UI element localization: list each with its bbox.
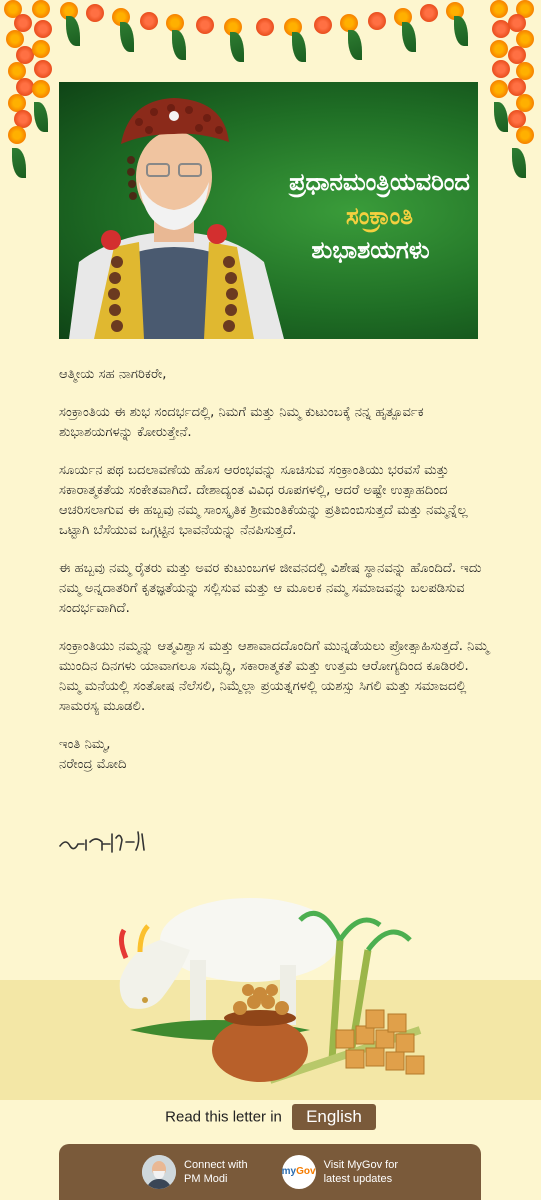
letter-body <box>59 365 491 775</box>
mygov-logo-icon: my Gov <box>282 1155 316 1189</box>
banner-title <box>287 168 472 264</box>
sankranti-illustration <box>100 880 440 1090</box>
sender-name: ನರೇಂದ್ರ ಮೋದಿ <box>59 757 127 772</box>
banner-line-1: ಪ್ರಧಾನಮಂತ್ರಿಯವರಿಂದ <box>289 168 470 196</box>
connect-pm-modi-link[interactable] <box>142 1155 248 1189</box>
connect-line-1: Connect with <box>184 1159 248 1171</box>
signature-image <box>56 820 166 860</box>
closing-line: ಇಂತಿ ನಿಮ್ಮ, <box>59 737 111 752</box>
letter-paragraph-1: ಸಂಕ್ರಾಂತಿಯ ಈ ಶುಭ ಸಂದರ್ಭದಲ್ಲಿ, ನಿಮಗೆ ಮತ್ತು ನಿಮ್ಮ ಕುಟುಂಬಕ್ಕೆ ನನ್ನ ಹೃತ್ಪೂರ್ವಕ ಶುಭಾಶಯಗಳನ್ನು ಕೋರುತ್ತೇನೆ. <box>59 405 424 440</box>
connect-line-2: PM Modi <box>184 1173 228 1185</box>
banner-line-3: ಶುಭಾಶಯಗಳು <box>311 236 430 264</box>
footer-bar <box>59 1144 481 1200</box>
visit-line-1: Visit MyGov for <box>323 1159 398 1171</box>
salutation: ಆತ್ಮೀಯ ಸಹ ನಾಗರಿಕರೇ, <box>59 367 167 382</box>
english-language-button[interactable]: English <box>292 1104 376 1130</box>
letter-paragraph-3: ಈ ಹಬ್ಬವು ನಮ್ಮ ರೈತರು ಮತ್ತು ಅವರ ಕುಟುಂಬಗಳ ಜೀವನದಲ್ಲಿ ವಿಶೇಷ ಸ್ಥಾನವನ್ನು ಹೊಂದಿದೆ. ಇದು ನಮ್ಮ ಅನ್ನದಾತರಿಗೆ ಕೃತಜ್ಞತೆಯನ್ನು ಸಲ್ಲಿಸುವ ಮತ್ತು ಆ ಮೂಲಕ ನಮ್ಮ ಸಮಾಜವನ್ನು ಬಲಪಡಿಸುವ ಸಂದರ್ಭವಾಗಿದೆ. <box>59 561 482 616</box>
letter-paragraph-2: ಸೂರ್ಯನ ಪಥ ಬದಲಾವಣೆಯ ಹೊಸ ಆರಂಭವನ್ನು ಸೂಚಿಸುವ ಸಂಕ್ರಾಂತಿಯು ಭರವಸೆ ಮತ್ತು ಸಕಾರಾತ್ಮಕತೆಯ ಸಂಕೇತವಾಗಿದೆ. ದೇಶಾದ್ಯಂತ ವಿವಿಧ ರೂಪಗಳಲ್ಲಿ, ಆದರೆ ಅಷ್ಟೇ ಉತ್ಸಾಹದಿಂದ ಆಚರಿಸಲಾಗುವ ಈ ಹಬ್ಬವು ನಮ್ಮ ಸಾಂಸ್ಕೃತಿಕ ಶ್ರೀಮಂತಿಕೆಯನ್ನು ಪ್ರತಿಬಿಂಬಿಸುತ್ತದೆ ಮತ್ತು ನಮ್ಮನ್ನೆಲ್ಲ ಒಟ್ಟಾಗಿ ಬೆಸೆಯುವ ಒಗ್ಗಟ್ಟಿನ ಭಾವನೆಯನ್ನು ನೆನಪಿಸುತ್ತದೆ. <box>59 463 468 538</box>
letter-paragraph-4: ಸಂಕ್ರಾಂತಿಯು ನಮ್ಮನ್ನು ಆತ್ಮವಿಶ್ವಾಸ ಮತ್ತು ಆಶಾವಾದದೊಂದಿಗೆ ಮುನ್ನಡೆಯಲು ಪ್ರೋತ್ಸಾಹಿಸುತ್ತದೆ. ನಿಮ್ಮ ಮುಂದಿನ ದಿನಗಳು ಯಾವಾಗಲೂ ಸಮೃದ್ಧಿ, ಸಕಾರಾತ್ಮಕತೆ ಮತ್ತು ಉತ್ತಮ ಆರೋಗ್ಯದಿಂದ ಕೂಡಿರಲಿ. ನಿಮ್ಮ ಮನೆಯಲ್ಲಿ ಸಂತೋಷ ನೆಲೆಸಲಿ, ನಿಮ್ಮೆಲ್ಲಾ ಪ್ರಯತ್ನಗಳಲ್ಲಿ ಯಶಸ್ಸು ಸಿಗಲಿ ಮತ್ತು ಸಮಾಜದಲ್ಲಿ ಸಾಮರಸ್ಯ ಮೂಡಲಿ. <box>59 639 489 714</box>
greeting-banner <box>59 82 478 339</box>
visit-line-2: latest updates <box>323 1173 393 1185</box>
language-selector-row <box>0 1104 541 1130</box>
portrait-image <box>59 82 289 339</box>
visit-mygov-link[interactable] <box>282 1155 398 1189</box>
banner-line-2: ಸಂಕ್ರಾಂತಿ <box>345 202 414 230</box>
read-letter-label: Read this letter in <box>165 1108 282 1126</box>
pm-avatar <box>142 1155 176 1189</box>
